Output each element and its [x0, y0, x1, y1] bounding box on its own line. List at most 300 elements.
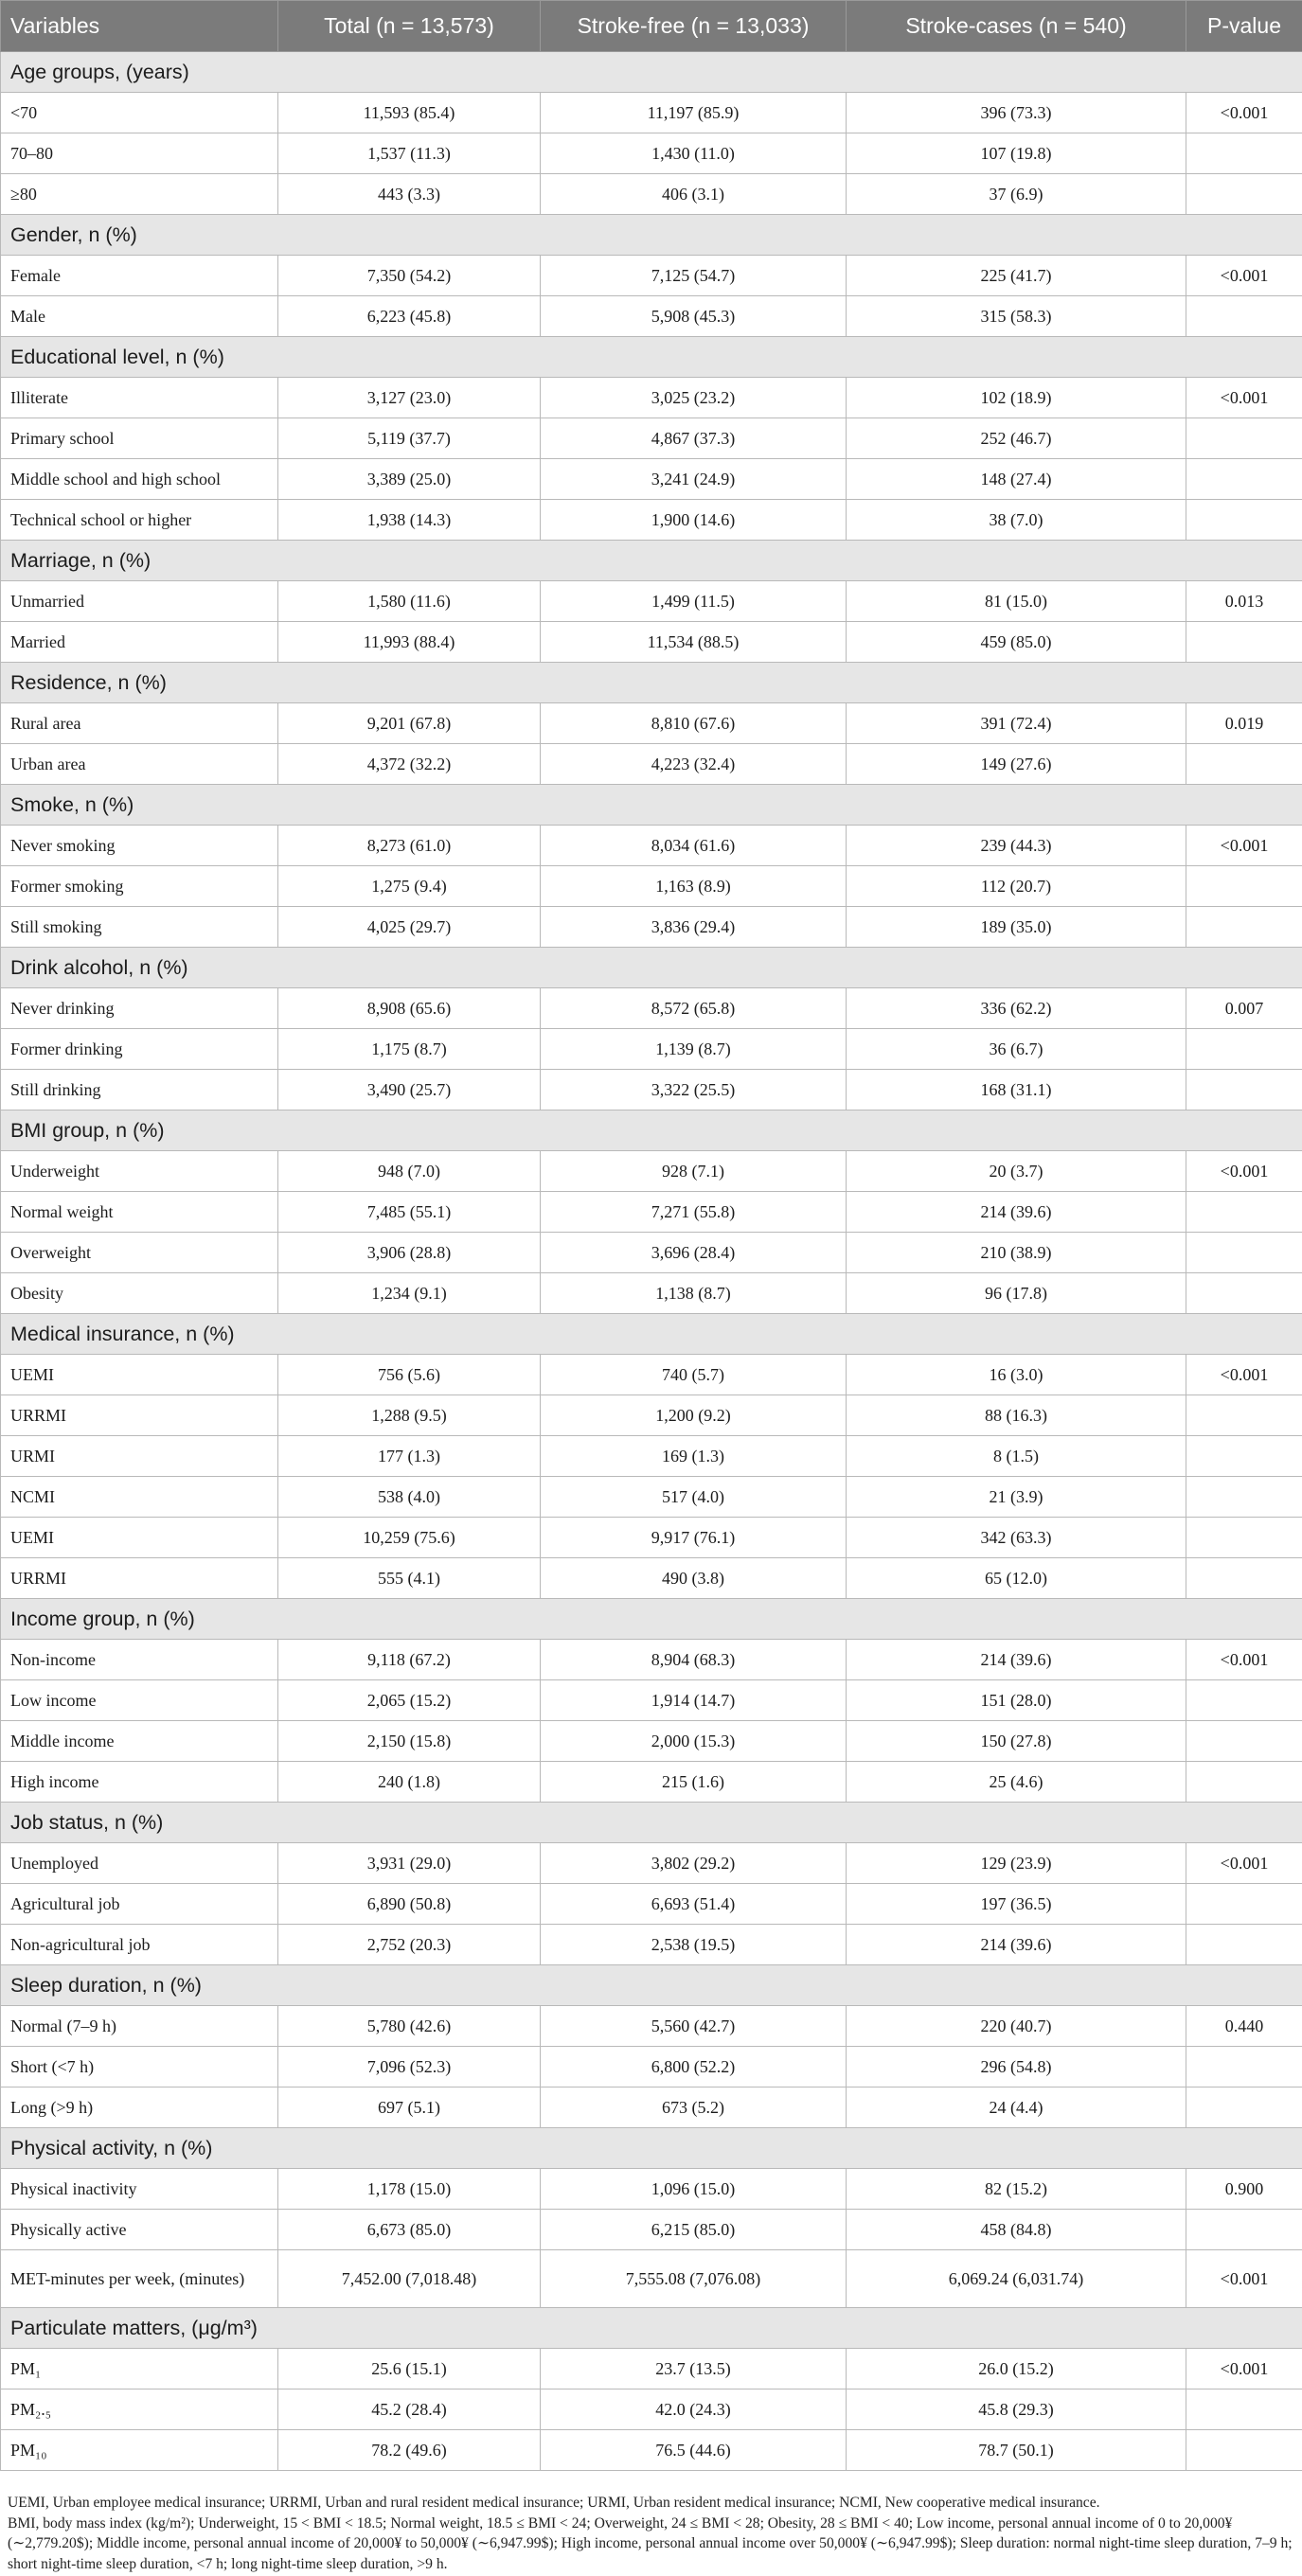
table-row	[1, 500, 1302, 541]
cell-stroke-cases: 24 (4.4)	[847, 2087, 1186, 2128]
cell-stroke-cases: 96 (17.8)	[847, 1273, 1186, 1314]
cell-stroke-free: 215 (1.6)	[541, 1762, 847, 1803]
cell-stroke-cases: 65 (12.0)	[847, 1558, 1186, 1599]
cell-p-value	[1186, 907, 1302, 948]
table-row	[1, 1518, 1302, 1558]
table-row	[1, 1558, 1302, 1599]
cell-total: 45.2 (28.4)	[278, 2389, 541, 2430]
table-row	[1, 418, 1302, 459]
table-row	[1, 744, 1302, 785]
cell-total: 1,175 (8.7)	[278, 1029, 541, 1070]
row-label: Physical inactivity	[1, 2169, 278, 2210]
cell-p-value	[1186, 1395, 1302, 1436]
cell-stroke-cases: 107 (19.8)	[847, 133, 1186, 174]
section-header-row	[1, 1965, 1302, 2006]
cell-stroke-cases: 296 (54.8)	[847, 2047, 1186, 2087]
row-label: Overweight	[1, 1233, 278, 1273]
table-row	[1, 1762, 1302, 1803]
footnote-abbreviations: UEMI, Urban employee medical insurance; URRMI, Urban and rural resident medical insurance; URMI, Urban resident medical insurance; NCMI, New cooperative medical insurance.	[8, 2495, 1100, 2511]
cell-stroke-free: 6,800 (52.2)	[541, 2047, 847, 2087]
cell-stroke-cases: 459 (85.0)	[847, 622, 1186, 663]
cell-stroke-free: 5,908 (45.3)	[541, 296, 847, 337]
cell-total: 9,201 (67.8)	[278, 703, 541, 744]
cell-p-value	[1186, 174, 1302, 215]
cell-stroke-free: 76.5 (44.6)	[541, 2430, 847, 2471]
cell-total: 1,580 (11.6)	[278, 581, 541, 622]
table-row	[1, 1884, 1302, 1925]
cell-stroke-cases: 214 (39.6)	[847, 1925, 1186, 1965]
table-row	[1, 93, 1302, 133]
cell-stroke-cases: 6,069.24 (6,031.74)	[847, 2250, 1186, 2308]
cell-p-value	[1186, 1721, 1302, 1762]
cell-stroke-cases: 189 (35.0)	[847, 907, 1186, 948]
cell-stroke-cases: 391 (72.4)	[847, 703, 1186, 744]
header-total: Total (n = 13,573)	[278, 1, 541, 52]
row-label: Physically active	[1, 2210, 278, 2250]
row-label: <70	[1, 93, 278, 133]
cell-p-value	[1186, 1680, 1302, 1721]
table-row	[1, 1395, 1302, 1436]
cell-total: 1,234 (9.1)	[278, 1273, 541, 1314]
cell-stroke-free: 5,560 (42.7)	[541, 2006, 847, 2047]
cell-total: 3,931 (29.0)	[278, 1843, 541, 1884]
row-label: PM₁	[1, 2349, 278, 2389]
cell-total: 1,288 (9.5)	[278, 1395, 541, 1436]
row-label: Long (>9 h)	[1, 2087, 278, 2128]
cell-stroke-free: 6,215 (85.0)	[541, 2210, 847, 2250]
cell-stroke-free: 406 (3.1)	[541, 174, 847, 215]
cell-p-value	[1186, 2389, 1302, 2430]
table-row	[1, 133, 1302, 174]
section-title: Sleep duration, n (%)	[1, 1965, 1302, 2006]
row-label: Short (<7 h)	[1, 2047, 278, 2087]
cell-stroke-free: 4,867 (37.3)	[541, 418, 847, 459]
table-row	[1, 1680, 1302, 1721]
cell-total: 1,938 (14.3)	[278, 500, 541, 541]
row-label: PM₂.₅	[1, 2389, 278, 2430]
cell-p-value: <0.001	[1186, 2250, 1302, 2308]
row-label: URRMI	[1, 1558, 278, 1599]
cell-stroke-free: 42.0 (24.3)	[541, 2389, 847, 2430]
cell-stroke-free: 9,917 (76.1)	[541, 1518, 847, 1558]
table-row	[1, 2250, 1302, 2308]
cell-stroke-cases: 151 (28.0)	[847, 1680, 1186, 1721]
cell-p-value	[1186, 459, 1302, 500]
cell-stroke-cases: 26.0 (15.2)	[847, 2349, 1186, 2389]
cell-stroke-cases: 102 (18.9)	[847, 378, 1186, 418]
header-p-value: P-value	[1186, 1, 1302, 52]
section-header-row	[1, 785, 1302, 826]
cell-stroke-free: 1,139 (8.7)	[541, 1029, 847, 1070]
cell-total: 4,372 (32.2)	[278, 744, 541, 785]
cell-total: 8,908 (65.6)	[278, 988, 541, 1029]
cell-stroke-cases: 25 (4.6)	[847, 1762, 1186, 1803]
row-label: URRMI	[1, 1395, 278, 1436]
row-label: Primary school	[1, 418, 278, 459]
row-label: PM₁₀	[1, 2430, 278, 2471]
table-row	[1, 826, 1302, 866]
cell-stroke-free: 1,200 (9.2)	[541, 1395, 847, 1436]
cell-stroke-cases: 81 (15.0)	[847, 581, 1186, 622]
table-row	[1, 1355, 1302, 1395]
cell-total: 240 (1.8)	[278, 1762, 541, 1803]
cell-stroke-cases: 214 (39.6)	[847, 1192, 1186, 1233]
cell-p-value	[1186, 2430, 1302, 2471]
cell-p-value	[1186, 622, 1302, 663]
cell-stroke-free: 1,138 (8.7)	[541, 1273, 847, 1314]
table-row	[1, 1233, 1302, 1273]
section-title: Smoke, n (%)	[1, 785, 1302, 826]
section-header-row	[1, 1803, 1302, 1843]
cell-total: 555 (4.1)	[278, 1558, 541, 1599]
cell-stroke-cases: 20 (3.7)	[847, 1151, 1186, 1192]
cell-p-value	[1186, 2047, 1302, 2087]
cell-total: 3,127 (23.0)	[278, 378, 541, 418]
cell-p-value	[1186, 1029, 1302, 1070]
cell-stroke-cases: 37 (6.9)	[847, 174, 1186, 215]
cell-stroke-free: 1,900 (14.6)	[541, 500, 847, 541]
table-row	[1, 703, 1302, 744]
cell-p-value: 0.019	[1186, 703, 1302, 744]
section-header-row	[1, 52, 1302, 93]
cell-stroke-free: 517 (4.0)	[541, 1477, 847, 1518]
cell-stroke-cases: 252 (46.7)	[847, 418, 1186, 459]
cell-stroke-free: 673 (5.2)	[541, 2087, 847, 2128]
cell-stroke-free: 11,534 (88.5)	[541, 622, 847, 663]
row-label: High income	[1, 1762, 278, 1803]
cell-stroke-free: 3,836 (29.4)	[541, 907, 847, 948]
cell-total: 8,273 (61.0)	[278, 826, 541, 866]
cell-p-value: 0.013	[1186, 581, 1302, 622]
cell-stroke-free: 1,430 (11.0)	[541, 133, 847, 174]
cell-stroke-cases: 16 (3.0)	[847, 1355, 1186, 1395]
cell-total: 3,389 (25.0)	[278, 459, 541, 500]
cell-stroke-free: 7,555.08 (7,076.08)	[541, 2250, 847, 2308]
table-row	[1, 256, 1302, 296]
table-row	[1, 296, 1302, 337]
cell-total: 78.2 (49.6)	[278, 2430, 541, 2471]
cell-stroke-free: 1,499 (11.5)	[541, 581, 847, 622]
table-row	[1, 581, 1302, 622]
table-row	[1, 2169, 1302, 2210]
header-stroke-free: Stroke-free (n = 13,033)	[541, 1, 847, 52]
header-variables: Variables	[1, 1, 278, 52]
row-label: Low income	[1, 1680, 278, 1721]
row-label: UEMI	[1, 1518, 278, 1558]
cell-total: 2,150 (15.8)	[278, 1721, 541, 1762]
cell-stroke-free: 928 (7.1)	[541, 1151, 847, 1192]
cell-stroke-free: 3,025 (23.2)	[541, 378, 847, 418]
table-row	[1, 1721, 1302, 1762]
cell-p-value	[1186, 1436, 1302, 1477]
cell-stroke-cases: 149 (27.6)	[847, 744, 1186, 785]
cell-p-value	[1186, 1762, 1302, 1803]
row-label: Normal weight	[1, 1192, 278, 1233]
cell-stroke-cases: 45.8 (29.3)	[847, 2389, 1186, 2430]
cell-p-value	[1186, 2210, 1302, 2250]
row-label: ≥80	[1, 174, 278, 215]
cell-total: 7,452.00 (7,018.48)	[278, 2250, 541, 2308]
cell-total: 1,178 (15.0)	[278, 2169, 541, 2210]
cell-p-value	[1186, 2087, 1302, 2128]
cell-stroke-cases: 342 (63.3)	[847, 1518, 1186, 1558]
row-label: 70–80	[1, 133, 278, 174]
table-footnote	[8, 2493, 1297, 2574]
table-row	[1, 1640, 1302, 1680]
cell-total: 6,223 (45.8)	[278, 296, 541, 337]
cell-stroke-free: 7,125 (54.7)	[541, 256, 847, 296]
cell-p-value: <0.001	[1186, 256, 1302, 296]
cell-total: 1,275 (9.4)	[278, 866, 541, 907]
cell-total: 25.6 (15.1)	[278, 2349, 541, 2389]
cell-p-value	[1186, 744, 1302, 785]
cell-p-value: <0.001	[1186, 826, 1302, 866]
row-label: Non-agricultural job	[1, 1925, 278, 1965]
cell-total: 6,890 (50.8)	[278, 1884, 541, 1925]
header-stroke-cases: Stroke-cases (n = 540)	[847, 1, 1186, 52]
cell-total: 1,537 (11.3)	[278, 133, 541, 174]
cell-total: 7,485 (55.1)	[278, 1192, 541, 1233]
section-header-row	[1, 663, 1302, 703]
cell-stroke-cases: 88 (16.3)	[847, 1395, 1186, 1436]
row-label: Agricultural job	[1, 1884, 278, 1925]
row-label: Married	[1, 622, 278, 663]
table-row	[1, 907, 1302, 948]
cell-stroke-free: 1,163 (8.9)	[541, 866, 847, 907]
table-row	[1, 2389, 1302, 2430]
cell-stroke-free: 1,096 (15.0)	[541, 2169, 847, 2210]
cell-stroke-cases: 239 (44.3)	[847, 826, 1186, 866]
cell-total: 11,593 (85.4)	[278, 93, 541, 133]
row-label: Unmarried	[1, 581, 278, 622]
cell-p-value: <0.001	[1186, 1843, 1302, 1884]
section-header-row	[1, 215, 1302, 256]
cell-stroke-free: 11,197 (85.9)	[541, 93, 847, 133]
footnote-definitions: BMI, body mass index (kg/m²); Underweight, 15 < BMI < 18.5; Normal weight, 18.5 ≤ BMI < 24; Overweight, 24 ≤ BMI < 28; Obesity, 28 ≤ BMI < 40; Low income, personal annual income of 0 to 20,000¥ (∼2,779.20$); Middle income, personal annual income of 20,000¥ to 50,000¥ (∼6,947.99$); High income, personal annual income over 50,000¥ (∼6,947.99$); Sleep duration: normal night-time sleep duration, 7–9 h; short night-time sleep duration, <7 h; long night-time sleep duration, >9 h.	[8, 2514, 1293, 2572]
cell-stroke-free: 3,696 (28.4)	[541, 1233, 847, 1273]
table-row	[1, 2047, 1302, 2087]
cell-stroke-free: 490 (3.8)	[541, 1558, 847, 1599]
cell-stroke-free: 4,223 (32.4)	[541, 744, 847, 785]
cell-total: 2,065 (15.2)	[278, 1680, 541, 1721]
cell-stroke-cases: 210 (38.9)	[847, 1233, 1186, 1273]
table-row	[1, 1192, 1302, 1233]
cell-p-value: <0.001	[1186, 378, 1302, 418]
cell-total: 5,119 (37.7)	[278, 418, 541, 459]
table-row	[1, 2430, 1302, 2471]
cell-stroke-cases: 112 (20.7)	[847, 866, 1186, 907]
cell-total: 3,490 (25.7)	[278, 1070, 541, 1110]
cell-p-value	[1186, 500, 1302, 541]
table-row	[1, 1436, 1302, 1477]
cell-stroke-cases: 82 (15.2)	[847, 2169, 1186, 2210]
row-label: MET-minutes per week, (minutes)	[1, 2250, 278, 2308]
row-label: Never drinking	[1, 988, 278, 1029]
cell-total: 2,752 (20.3)	[278, 1925, 541, 1965]
table-row	[1, 1925, 1302, 1965]
section-title: Drink alcohol, n (%)	[1, 948, 1302, 988]
section-header-row	[1, 2308, 1302, 2349]
table-row	[1, 2349, 1302, 2389]
cell-total: 5,780 (42.6)	[278, 2006, 541, 2047]
cell-stroke-free: 169 (1.3)	[541, 1436, 847, 1477]
row-label: Non-income	[1, 1640, 278, 1680]
cell-p-value	[1186, 1070, 1302, 1110]
cell-stroke-free: 8,810 (67.6)	[541, 703, 847, 744]
row-label: Underweight	[1, 1151, 278, 1192]
cell-stroke-free: 740 (5.7)	[541, 1355, 847, 1395]
cell-stroke-free: 6,693 (51.4)	[541, 1884, 847, 1925]
cell-stroke-free: 1,914 (14.7)	[541, 1680, 847, 1721]
row-label: UEMI	[1, 1355, 278, 1395]
cell-stroke-cases: 38 (7.0)	[847, 500, 1186, 541]
cell-p-value: 0.440	[1186, 2006, 1302, 2047]
section-title: Educational level, n (%)	[1, 337, 1302, 378]
cell-stroke-free: 3,241 (24.9)	[541, 459, 847, 500]
section-header-row	[1, 948, 1302, 988]
cell-p-value: 0.900	[1186, 2169, 1302, 2210]
cell-p-value: <0.001	[1186, 2349, 1302, 2389]
cell-p-value: 0.007	[1186, 988, 1302, 1029]
cell-p-value: <0.001	[1186, 1151, 1302, 1192]
cell-total: 4,025 (29.7)	[278, 907, 541, 948]
row-label: Former smoking	[1, 866, 278, 907]
cell-stroke-free: 7,271 (55.8)	[541, 1192, 847, 1233]
cell-total: 697 (5.1)	[278, 2087, 541, 2128]
cell-stroke-cases: 21 (3.9)	[847, 1477, 1186, 1518]
table-row	[1, 1477, 1302, 1518]
cell-total: 7,350 (54.2)	[278, 256, 541, 296]
cell-stroke-free: 3,802 (29.2)	[541, 1843, 847, 1884]
row-label: Middle school and high school	[1, 459, 278, 500]
cell-stroke-cases: 78.7 (50.1)	[847, 2430, 1186, 2471]
table-row	[1, 2087, 1302, 2128]
cell-p-value	[1186, 418, 1302, 459]
section-title: Age groups, (years)	[1, 52, 1302, 93]
table-row	[1, 866, 1302, 907]
section-header-row	[1, 1110, 1302, 1151]
cell-stroke-cases: 36 (6.7)	[847, 1029, 1186, 1070]
row-label: Rural area	[1, 703, 278, 744]
cell-p-value: <0.001	[1186, 93, 1302, 133]
cell-p-value	[1186, 866, 1302, 907]
row-label: Normal (7–9 h)	[1, 2006, 278, 2047]
cell-total: 11,993 (88.4)	[278, 622, 541, 663]
cell-p-value	[1186, 1477, 1302, 1518]
row-label: Obesity	[1, 1273, 278, 1314]
row-label: Middle income	[1, 1721, 278, 1762]
table-row	[1, 2006, 1302, 2047]
section-title: Medical insurance, n (%)	[1, 1314, 1302, 1355]
cell-total: 948 (7.0)	[278, 1151, 541, 1192]
cell-stroke-cases: 225 (41.7)	[847, 256, 1186, 296]
cell-total: 10,259 (75.6)	[278, 1518, 541, 1558]
cell-total: 443 (3.3)	[278, 174, 541, 215]
cell-stroke-cases: 396 (73.3)	[847, 93, 1186, 133]
table-row	[1, 1029, 1302, 1070]
cell-stroke-cases: 214 (39.6)	[847, 1640, 1186, 1680]
row-label: Male	[1, 296, 278, 337]
row-label: Still drinking	[1, 1070, 278, 1110]
cell-stroke-cases: 336 (62.2)	[847, 988, 1186, 1029]
cell-p-value	[1186, 1558, 1302, 1599]
cell-stroke-free: 8,904 (68.3)	[541, 1640, 847, 1680]
cell-stroke-cases: 220 (40.7)	[847, 2006, 1186, 2047]
cell-total: 3,906 (28.8)	[278, 1233, 541, 1273]
cell-stroke-cases: 8 (1.5)	[847, 1436, 1186, 1477]
section-title: Income group, n (%)	[1, 1599, 1302, 1640]
cell-p-value	[1186, 133, 1302, 174]
row-label: Female	[1, 256, 278, 296]
cell-p-value	[1186, 1273, 1302, 1314]
row-label: NCMI	[1, 1477, 278, 1518]
cell-stroke-cases: 197 (36.5)	[847, 1884, 1186, 1925]
row-label: Former drinking	[1, 1029, 278, 1070]
table-row	[1, 459, 1302, 500]
section-header-row	[1, 1599, 1302, 1640]
cell-stroke-cases: 148 (27.4)	[847, 459, 1186, 500]
cell-stroke-free: 8,572 (65.8)	[541, 988, 847, 1029]
cell-p-value	[1186, 296, 1302, 337]
cell-total: 756 (5.6)	[278, 1355, 541, 1395]
section-header-row	[1, 2128, 1302, 2169]
cell-total: 538 (4.0)	[278, 1477, 541, 1518]
cell-p-value: <0.001	[1186, 1640, 1302, 1680]
section-title: Job status, n (%)	[1, 1803, 1302, 1843]
section-header-row	[1, 1314, 1302, 1355]
table-row	[1, 2210, 1302, 2250]
cell-stroke-cases: 315 (58.3)	[847, 296, 1186, 337]
cell-total: 6,673 (85.0)	[278, 2210, 541, 2250]
cell-total: 9,118 (67.2)	[278, 1640, 541, 1680]
cell-total: 7,096 (52.3)	[278, 2047, 541, 2087]
table-body	[1, 52, 1302, 2471]
table-row	[1, 174, 1302, 215]
section-title: Gender, n (%)	[1, 215, 1302, 256]
row-label: Urban area	[1, 744, 278, 785]
table-row	[1, 1070, 1302, 1110]
section-title: Physical activity, n (%)	[1, 2128, 1302, 2169]
table-row	[1, 1843, 1302, 1884]
cell-p-value	[1186, 1518, 1302, 1558]
cell-p-value	[1186, 1233, 1302, 1273]
row-label: Still smoking	[1, 907, 278, 948]
row-label: Unemployed	[1, 1843, 278, 1884]
cell-stroke-free: 23.7 (13.5)	[541, 2349, 847, 2389]
cell-stroke-free: 2,538 (19.5)	[541, 1925, 847, 1965]
cell-stroke-cases: 168 (31.1)	[847, 1070, 1186, 1110]
row-label: Technical school or higher	[1, 500, 278, 541]
table-row	[1, 378, 1302, 418]
section-title: BMI group, n (%)	[1, 1110, 1302, 1151]
section-header-row	[1, 337, 1302, 378]
cell-stroke-free: 2,000 (15.3)	[541, 1721, 847, 1762]
cell-stroke-cases: 129 (23.9)	[847, 1843, 1186, 1884]
table-row	[1, 1273, 1302, 1314]
cell-stroke-cases: 458 (84.8)	[847, 2210, 1186, 2250]
cell-p-value: <0.001	[1186, 1355, 1302, 1395]
section-header-row	[1, 541, 1302, 581]
section-title: Particulate matters, (μg/m³)	[1, 2308, 1302, 2349]
cell-p-value	[1186, 1925, 1302, 1965]
row-label: URMI	[1, 1436, 278, 1477]
cell-stroke-cases: 150 (27.8)	[847, 1721, 1186, 1762]
cell-stroke-free: 3,322 (25.5)	[541, 1070, 847, 1110]
table-row	[1, 622, 1302, 663]
cell-p-value	[1186, 1884, 1302, 1925]
cell-total: 177 (1.3)	[278, 1436, 541, 1477]
table-row	[1, 1151, 1302, 1192]
